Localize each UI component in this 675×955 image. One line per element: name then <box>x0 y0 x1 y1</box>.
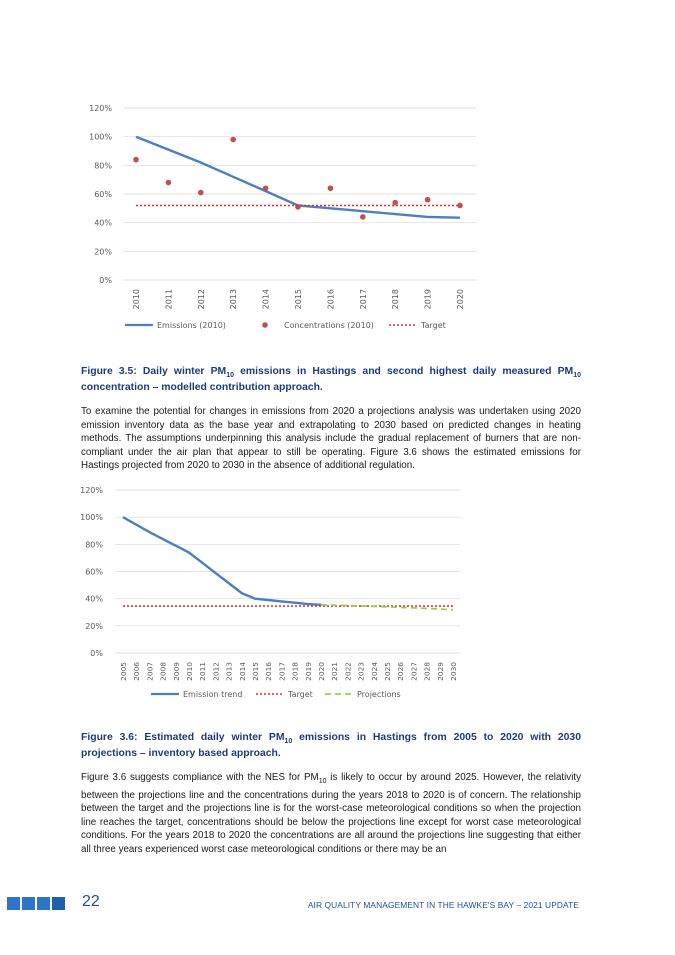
y-tick-label: 100% <box>89 132 112 142</box>
x-tick-label: 2011 <box>164 289 174 310</box>
x-tick-label: 2012 <box>211 662 221 681</box>
x-tick-label: 2005 <box>119 662 128 681</box>
target-legend-label: Target <box>421 321 446 330</box>
paragraph-compliance-discussion: Figure 3.6 suggests compliance with the NES for $PM_{10}$ is likely to occur by around 2025. However, the relativity between the projections line and the concentrations during the years 2018 to 2020 is of concern. The relationship between the target and the projections line is for the worst-case meteorological conditions so when the projection line reaches the target, concentrations should be below the projections line except for worst case meteorological conditions. For the years 2018 to 2020 the concentrations are all around the projections line suggesting that either all three years experienced worst case meteorological conditions or there may be an <box>81 772 581 855</box>
x-tick-label: 2018 <box>391 289 401 310</box>
x-tick-label: 2009 <box>171 662 181 681</box>
x-tick-label: 2020 <box>317 662 326 681</box>
y-tick-label: 60% <box>85 567 103 577</box>
y-tick-label: 40% <box>85 594 103 604</box>
concentrations-2010-legend-label: Concentrations (2010) <box>284 321 374 330</box>
x-tick-label: 2024 <box>369 662 379 681</box>
y-tick-label: 20% <box>94 247 112 257</box>
y-tick-label: 120% <box>80 486 103 495</box>
y-tick-label: 80% <box>85 540 103 550</box>
y-tick-label: 120% <box>89 104 112 113</box>
x-tick-label: 2022 <box>343 662 353 681</box>
x-tick-label: 2015 <box>251 662 260 681</box>
x-tick-label: 2010 <box>132 289 141 310</box>
x-tick-label: 2006 <box>132 662 142 681</box>
x-tick-label: 2017 <box>277 662 287 681</box>
footer-squares-decoration <box>7 897 67 910</box>
x-tick-label: 2020 <box>456 289 465 310</box>
figure-3-5-caption: Figure 3.5: Daily winter $PM_{10}$ emissions in Hastings and second highest daily measured $PM_{10}$ concentration – modelled contribution approach. <box>81 366 581 394</box>
y-tick-label: 100% <box>80 513 103 523</box>
y-tick-label: 0% <box>90 649 103 658</box>
x-tick-label: 2013 <box>229 289 239 310</box>
y-tick-label: 20% <box>85 621 103 631</box>
x-tick-label: 2026 <box>396 662 406 681</box>
x-tick-label: 2016 <box>326 289 336 310</box>
x-tick-label: 2015 <box>294 289 303 310</box>
x-tick-label: 2021 <box>330 662 340 681</box>
x-tick-label: 2025 <box>383 662 392 681</box>
x-tick-label: 2016 <box>264 662 274 681</box>
running-title: AIR QUALITY MANAGEMENT IN THE HAWKE'S BAY – 2021 UPDATE <box>307 900 579 910</box>
x-tick-label: 2019 <box>423 289 433 310</box>
projections-legend-label: Projections <box>357 690 401 699</box>
emissions-2010-legend-label: Emissions (2010) <box>157 321 226 330</box>
x-tick-label: 2019 <box>303 662 313 681</box>
footer-square <box>37 897 50 910</box>
footer-square <box>52 897 65 910</box>
figure-3-6-caption: Figure 3.6: Estimated daily winter $PM_{10}$ emissions in Hastings from 2005 to 2020 with 2030 projections – inventory based approach. <box>81 732 581 760</box>
target-legend-label: Target <box>288 690 313 699</box>
emission-trend-series-line <box>123 517 321 605</box>
x-tick-label: 2012 <box>196 289 206 310</box>
x-tick-label: 2014 <box>237 662 247 681</box>
x-tick-label: 2008 <box>158 662 168 681</box>
y-tick-label: 80% <box>94 161 112 171</box>
footer-square <box>7 897 20 910</box>
page-number: 22 <box>82 893 100 910</box>
x-tick-label: 2027 <box>409 662 419 681</box>
footer-square <box>22 897 35 910</box>
x-tick-label: 2017 <box>358 289 368 310</box>
paragraph-projections-intro: To examine the potential for changes in emissions from 2020 a projections analysis was undertaken using 2020 emission inventory data as the base year and extrapolating to 2030 based on predicted changes in heating methods. The assumptions underpinning this analysis include the gradual replacement of burners that are non-compliant under the air plan that appear to still be operating. Figure 3.6 shows the estimated emissions for Hastings projected from 2020 to 2030 in the absence of additional regulation. <box>81 406 581 472</box>
x-tick-label: 2007 <box>145 662 155 681</box>
y-tick-label: 0% <box>99 276 112 285</box>
x-tick-label: 2029 <box>435 662 445 681</box>
x-tick-label: 2010 <box>185 662 194 681</box>
x-tick-label: 2030 <box>449 662 458 681</box>
x-tick-label: 2018 <box>290 662 300 681</box>
emission-trend-legend-label: Emission trend <box>183 690 243 699</box>
x-tick-label: 2023 <box>356 662 366 681</box>
x-tick-label: 2014 <box>261 289 271 310</box>
x-tick-label: 2028 <box>422 662 432 681</box>
y-tick-label: 40% <box>94 218 112 228</box>
y-tick-label: 60% <box>94 190 112 199</box>
x-tick-label: 2011 <box>198 662 208 681</box>
x-tick-label: 2013 <box>224 662 234 681</box>
